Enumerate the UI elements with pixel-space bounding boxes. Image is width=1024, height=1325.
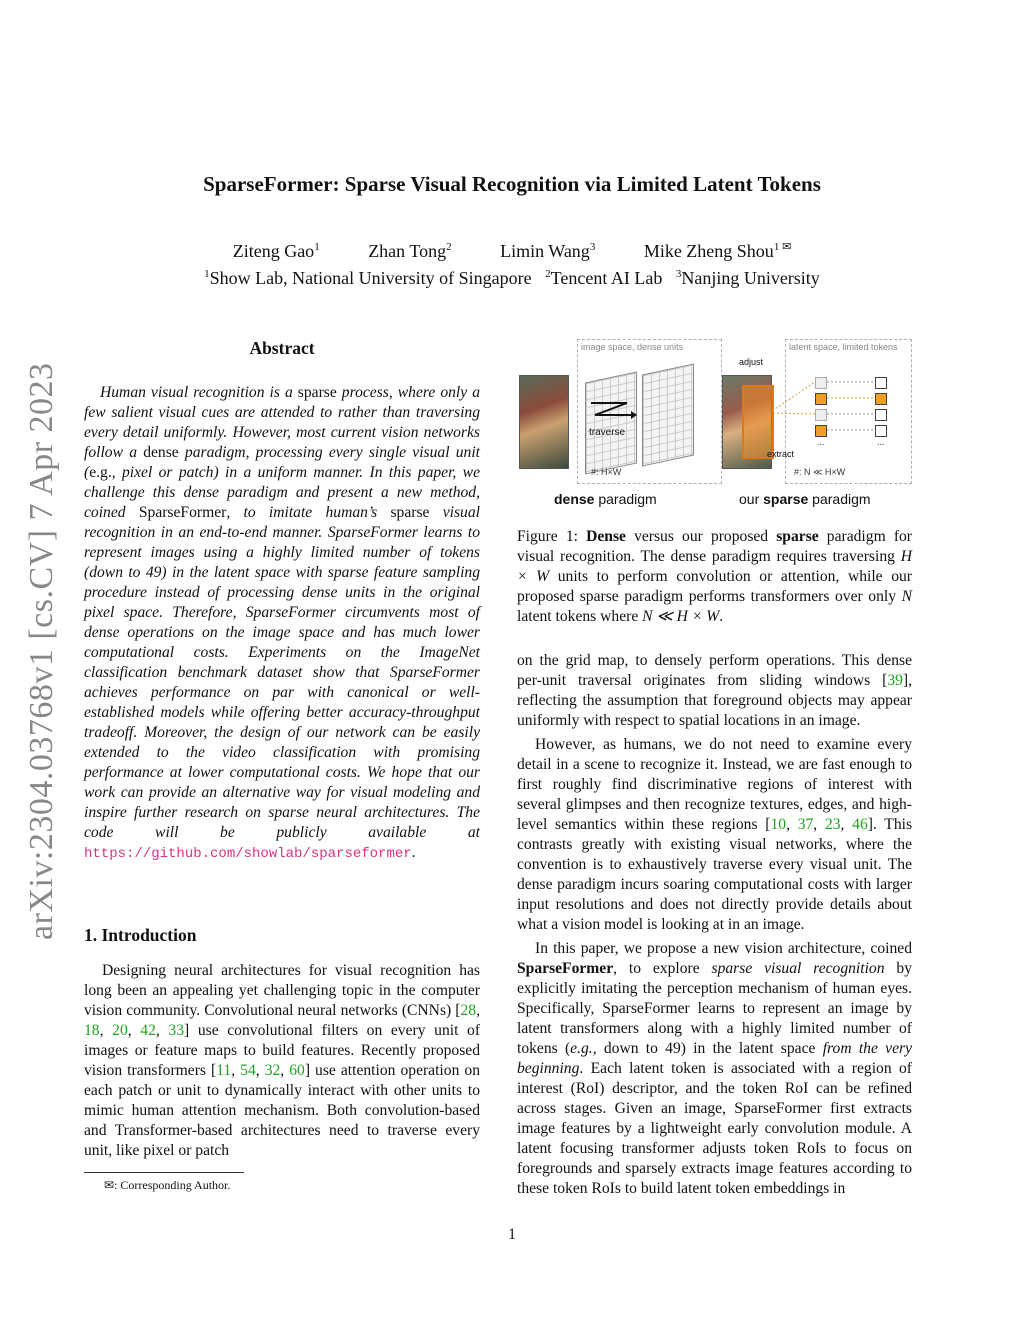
sparse-count-label: #: N ≪ H×W	[794, 467, 846, 477]
author: Ziteng Gao$^1$	[232, 241, 320, 261]
paragraph: on the grid map, to densely perform operations. This dense per-unit traversal originates from sliding windows [39], reflecting the assumption that foreground objects may appear uniformly with respect to spatial locations in an image.	[517, 652, 912, 729]
latent-space-label: latent space, limited tokens	[789, 342, 898, 352]
abstract-heading: Abstract	[249, 338, 315, 358]
introduction-paragraph: Designing neural architectures for visual recognition has long been an appealing yet challenging topic in the computer vision community. Convolutional neural networks (CNNs) [28, 18, 20, 42, 33] use convolutional filters on every unit of images or feature maps to build features. Recently proposed vision transformers [11, 54, 32, 60] use attention operation on each patch or unit to dynamically interact with other units to mimic human attention mechanism. Both convolution-based and Transformer-based architectures need to traverse every unit, like pixel or patch	[84, 962, 481, 1159]
introduction-heading: 1. Introduction	[84, 925, 197, 945]
citation-link[interactable]: 23	[824, 816, 841, 833]
citation-link[interactable]: 46	[852, 816, 868, 833]
token-ellipsis: ...	[817, 437, 825, 447]
citation-link[interactable]: 20	[112, 1022, 128, 1039]
citation-link[interactable]: 11	[216, 1062, 232, 1079]
citation-link[interactable]: 42	[140, 1022, 156, 1039]
arxiv-stamp	[14, 360, 70, 940]
citation-link[interactable]: 10	[770, 816, 787, 833]
citation-link[interactable]: 60	[289, 1062, 305, 1079]
token-ellipsis: ...	[877, 437, 885, 447]
author-list	[0, 240, 1024, 262]
citation-link[interactable]: 39	[887, 672, 903, 689]
dense-paradigm-caption: dense paradigm	[554, 491, 657, 507]
citation-link[interactable]: 28	[460, 1002, 477, 1019]
author: Mike Zheng Shou$^{1 ✉}$	[643, 241, 792, 261]
footnote: ✉: Corresponding Author.	[104, 1178, 231, 1192]
affiliation: Tencent AI Lab	[550, 268, 663, 288]
figure-1	[517, 337, 912, 515]
citation-link[interactable]: 32	[264, 1062, 281, 1079]
code-link[interactable]: https://github.com/showlab/sparseformer	[84, 846, 412, 862]
affiliation: Nanjing University	[681, 268, 820, 288]
sparse-paradigm-caption: our sparse paradigm	[739, 491, 871, 507]
dense-count-label: #: H×W	[591, 467, 622, 477]
affiliation: Show Lab, National University of Singapore	[209, 268, 532, 288]
arxiv-id: arXiv:2304.03768v1 [cs.CV] 7 Apr 2023	[23, 362, 60, 940]
footnote-rule	[84, 1172, 244, 1173]
token-links	[769, 377, 877, 437]
paragraph: However, as humans, we do not need to examine every detail in a scene to recognize it. Instead, we are fast enough to first roughly find discriminative regions of interest with several glimpses and then recognize textures, edges, and high-level semantics within these regions [10, 37, 23, 46]. This contrasts greatly with existing visual networks, where the convention is to exhaustively traverse every visual unit. The dense paradigm incurs soaring computational costs with larger input resolutions and does not directly provide details about what a vision model is looking at in an image.	[517, 736, 913, 933]
page-number: 1	[508, 1226, 516, 1243]
citation-link[interactable]: 33	[168, 1022, 185, 1039]
author: Zhan Tong$^2$	[368, 241, 452, 261]
abstract-body: Human visual recognition is a sparse process, where only a few salient visual cues are attended to rather than traversing every detail uniformly. However, most current vision networks follow a dense paradigm, processing every single visual unit (e.g., pixel or patch) in a uniform manner. In this paper, we challenge this dense paradigm and present a new method, coined SparseFormer, to imitate human’s sparse visual recognition in an end-to-end manner. SparseFormer learns to represent images using a highly limited number of tokens (down to 49) in the latent space with sparse feature sampling procedure instead of processing dense units in the original pixel space. Therefore, SparseFormer circumvents most of dense operations on the image space and has much lower computational costs. Experiments on the ImageNet classification benchmark dataset show that SparseFormer achieves performance on par with canonical or well-established models while offering better accuracy-throughput tradeoff. Moreover, the design of our network can be easily extended to the video classification with promising performance at lower computational costs. We hope that our work can provide an alternative way for visual modeling and inspire further research on sparse neural architectures. The code will be publicly available at https://github.com/showlab/sparseformer.	[84, 384, 481, 862]
traverse-arrow-icon	[587, 397, 637, 427]
citation-link[interactable]: 18	[84, 1022, 100, 1039]
citation-link[interactable]: 37	[797, 816, 814, 833]
paper-title: SparseFormer: Sparse Visual Recognition via Limited Latent Tokens	[203, 172, 821, 196]
citation-link[interactable]: 54	[240, 1062, 256, 1079]
paragraph: In this paper, we propose a new vision architecture, coined SparseFormer, to explore sparse visual recognition by explicitly imitating the perception mechanism of human eyes. Specifically, SparseFormer learns to represent an image by latent transformers along with a highly limited number of tokens (e.g., down to 49) in the latent space from the very beginning. Each latent token is associated with a region of interest (RoI) descriptor, and the token RoI can be refined across stages. Given an image, SparseFormer first extracts image features by a lightweight early convolution module. A latent focusing transformer adjusts token RoIs to focus on foregrounds and sparsely extracts image features according to these token RoIs to build latent token embeddings in	[517, 940, 912, 1197]
adjust-label: adjust	[739, 357, 764, 367]
figure-1-caption: Figure 1: Dense versus our proposed sparse paradigm for visual recognition. The dense paradigm requires traversing H × W units to perform convolution or attention, while our proposed sparse paradigm performs transformers over only N latent tokens where N ≪ H × W.	[517, 528, 912, 625]
extract-label: extract	[767, 449, 795, 459]
body-text-right	[517, 651, 912, 1199]
author: Limin Wang$^3$	[500, 241, 596, 261]
dense-space-label: image space, dense units	[581, 342, 684, 352]
input-image	[519, 375, 569, 469]
traverse-label: traverse	[589, 427, 626, 438]
affiliations: $^1$Show Lab, National University of Singapore $^2$Tencent AI Lab $^3$Nanjing University	[204, 268, 820, 288]
dense-grid-back	[642, 363, 694, 466]
